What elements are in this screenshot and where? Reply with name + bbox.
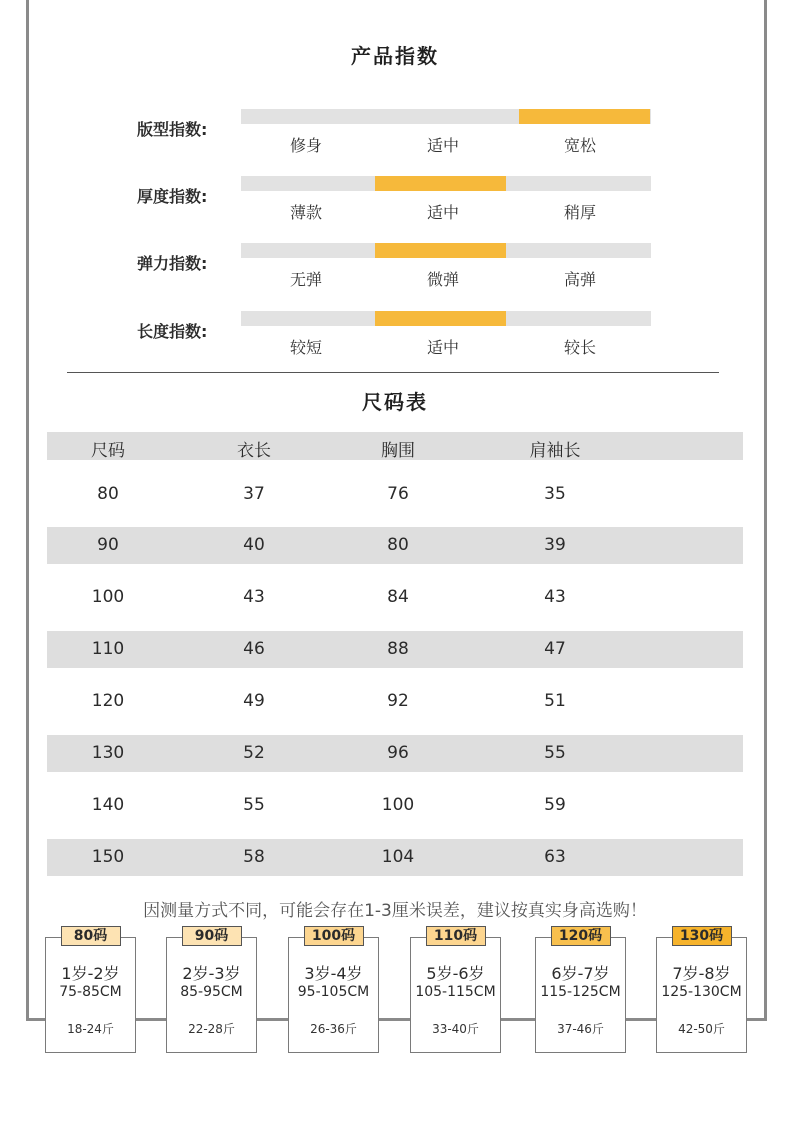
section-divider [67,372,719,373]
table-cell: 80 [387,535,409,555]
size-tag: 90码 [182,926,242,946]
table-cell: 130 [91,743,125,763]
table-cell: 58 [243,847,265,867]
table-cell: 55 [544,743,566,763]
table-cell: 84 [387,587,409,607]
table-cell: 35 [544,484,566,504]
age-range: 1岁-2岁 [61,964,120,983]
table-cell: 43 [243,587,265,607]
table-cell: 76 [387,484,409,504]
table-cell: 90 [97,535,119,555]
product-index-title: 产品指数 [351,44,439,68]
size-tag: 130码 [672,926,732,946]
index-bar-fill [375,176,506,191]
table-row [47,668,743,735]
size-card [166,928,257,1053]
table-cell: 88 [387,639,409,659]
index-label: 长度指数: [137,322,208,341]
table-cell: 80 [97,484,119,504]
age-range: 5岁-6岁 [426,964,485,983]
table-cell: 51 [544,691,566,711]
weight-range: 26-36斤 [310,1022,357,1036]
size-card [288,928,379,1053]
table-cell: 46 [243,639,265,659]
table-row [47,527,743,564]
weight-range: 37-46斤 [557,1022,604,1036]
table-cell: 59 [544,795,566,815]
height-range: 105-115CM [415,984,496,1000]
table-cell: 120 [91,691,125,711]
size-chart-title: 尺码表 [362,390,428,414]
index-row [0,109,790,169]
size-tag: 100码 [304,926,364,946]
table-row [47,735,743,772]
header-length: 衣长 [237,441,271,461]
table-row [47,475,743,527]
height-range: 125-130CM [661,984,742,1000]
table-cell: 96 [387,743,409,763]
index-label: 厚度指数: [137,187,208,206]
size-table [47,432,743,876]
table-cell: 40 [243,535,265,555]
index-bar [241,176,651,191]
age-range: 3岁-4岁 [304,964,363,983]
size-table-body [47,475,743,876]
measurement-note: 因测量方式不同，可能会存在1-3厘米误差，建议按真实身高选购！ [143,901,647,921]
index-option: 适中 [426,338,459,357]
table-row [47,564,743,631]
index-option: 宽松 [563,136,596,155]
age-range: 7岁-8岁 [672,964,731,983]
table-cell: 49 [243,691,265,711]
table-cell: 100 [91,587,125,607]
index-bar-fill [375,243,506,258]
index-bar [241,109,651,124]
height-range: 115-125CM [540,984,621,1000]
index-option: 适中 [426,203,459,222]
size-card [656,928,747,1053]
size-table-header [47,432,743,460]
index-row [0,176,790,236]
table-row [47,839,743,876]
index-option: 高弹 [563,270,596,289]
size-card [535,928,626,1053]
table-cell: 140 [91,795,125,815]
height-range: 95-105CM [297,984,370,1000]
size-card [45,928,136,1053]
weight-range: 33-40斤 [432,1022,479,1036]
index-option: 薄款 [289,203,322,222]
index-option: 较长 [563,338,596,357]
size-card [410,928,501,1053]
age-range: 6岁-7岁 [551,964,610,983]
index-bar [241,311,651,326]
table-cell: 92 [387,691,409,711]
index-label: 弹力指数: [137,254,208,273]
index-option: 较短 [289,338,322,357]
size-tag: 120码 [551,926,611,946]
index-row [0,243,790,303]
size-tag: 110码 [426,926,486,946]
table-cell: 47 [544,639,566,659]
header-shoulder-sleeve: 肩袖长 [529,441,581,461]
table-cell: 37 [243,484,265,504]
weight-range: 18-24斤 [67,1022,114,1036]
height-range: 75-85CM [59,984,122,1000]
index-option: 稍厚 [563,203,596,222]
index-bar-fill [375,311,506,326]
table-cell: 150 [91,847,125,867]
header-size: 尺码 [91,441,125,461]
index-bar [241,243,651,258]
index-option: 适中 [426,136,459,155]
table-row [47,631,743,668]
weight-range: 42-50斤 [678,1022,725,1036]
size-tag: 80码 [61,926,121,946]
age-range: 2岁-3岁 [182,964,241,983]
table-cell: 52 [243,743,265,763]
table-cell: 63 [544,847,566,867]
index-option: 修身 [289,136,322,155]
table-cell: 104 [381,847,415,867]
index-option: 无弹 [289,270,322,289]
height-range: 85-95CM [180,984,243,1000]
index-row [0,311,790,371]
index-option: 微弹 [426,270,459,289]
weight-range: 22-28斤 [188,1022,235,1036]
table-cell: 43 [544,587,566,607]
table-cell: 100 [381,795,415,815]
header-chest: 胸围 [381,441,415,461]
table-cell: 110 [91,639,125,659]
table-row [47,772,743,839]
index-bar-fill [519,109,650,124]
index-label: 版型指数: [137,120,208,139]
table-cell: 39 [544,535,566,555]
table-cell: 55 [243,795,265,815]
